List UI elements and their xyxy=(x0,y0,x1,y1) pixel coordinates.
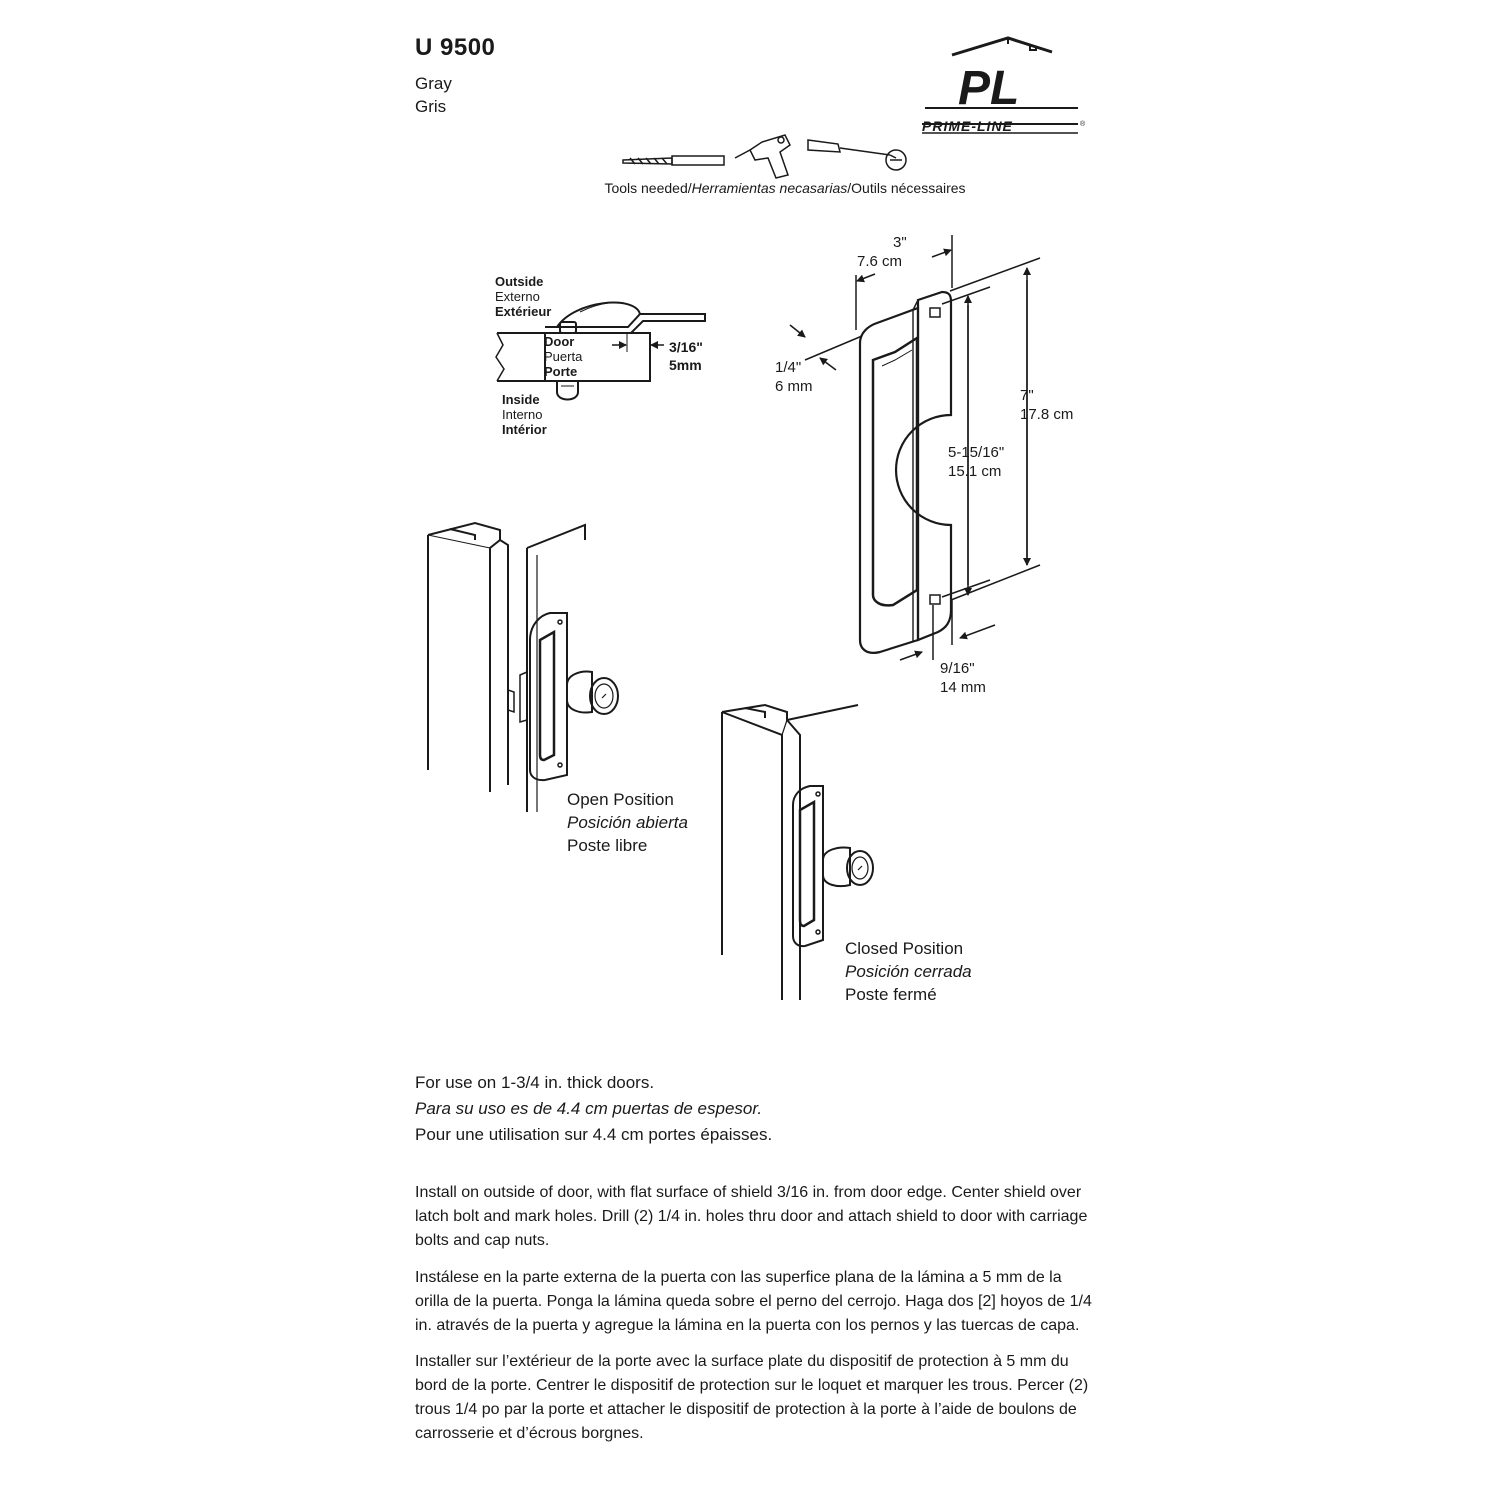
instructions-english: Install on outside of door, with flat surface of shield 3/16 in. from door edge. Center shield over latch bolt and mark holes. Drill (2) 1/4 in. holes thru door and attach shield to door with carriage bolts and cap nuts. xyxy=(415,1184,1088,1249)
tools-caption-fr: Outils nécessaires xyxy=(851,180,966,196)
power-drill-icon xyxy=(735,135,790,178)
width-dimension-in: 3" xyxy=(893,234,907,251)
color-french: Gris xyxy=(415,97,447,116)
latch-guard-drawing xyxy=(860,292,951,653)
outside-label: Outside Externo Extérieur xyxy=(495,274,552,319)
tools-separator: / xyxy=(687,180,692,196)
logo-wordmark: PRIME-LINE xyxy=(922,118,1013,134)
usage-note xyxy=(415,1070,772,1148)
door-label: Door Puerta Porte xyxy=(544,334,583,379)
registered-mark: ® xyxy=(1080,121,1086,128)
usage-french: Pour une utilisation sur 4.4 cm portes épaisses. xyxy=(415,1125,773,1144)
hole-offset-dimension: 9/16" 14 mm xyxy=(940,660,986,696)
closed-position-label: Closed Position Posición cerrada Poste fermé xyxy=(845,939,972,1004)
width-dimension-cm: 7.6 cm xyxy=(857,253,903,270)
tools-caption xyxy=(560,180,1010,196)
tools-caption-es: Herramientas necasarias xyxy=(691,180,848,196)
tools-separator: / xyxy=(847,180,852,196)
instructions-french: Installer sur l’extérieur de la porte avec la surface plate du dispositif de protection à 5 mm du bord de la porte. Centrer le dispositif de protection sur le loquet et marquer les trous. Percer (2) trous 1/4 po par la porte et attacher le dispositif de protection à la porte à l’aide de boulons de carrosserie et d’écrous borgnes. xyxy=(415,1353,1089,1442)
flange-dimension: 1/4" 6 mm xyxy=(775,359,813,395)
open-position-label: Open Position Posición abierta Poste libre xyxy=(567,790,688,855)
height-dimension: 7" 17.8 cm xyxy=(1020,387,1074,423)
model-number: U 9500 xyxy=(415,34,496,61)
inside-label: Inside Interno Intérior xyxy=(502,392,547,437)
offset-dimension: 3/16" 5mm xyxy=(669,339,703,373)
open-position-drawing xyxy=(428,523,618,812)
usage-spanish: Para su uso es de 4.4 cm puertas de espesor. xyxy=(415,1099,763,1118)
hole-spacing-dimension: 5-15/16" 15.1 cm xyxy=(948,444,1005,480)
drill-bit-icon xyxy=(623,156,724,165)
usage-english: For use on 1-3/4 in. thick doors. xyxy=(415,1073,655,1092)
screwdriver-icon xyxy=(808,140,906,170)
instructions-spanish: Instálese en la parte externa de la puerta con las superfice plana de la lámina a 5 mm de la orilla de la puerta. Ponga la lámina queda sobre el perno del cerrojo. Haga dos [2] hoyos de 1/4 in. através de la puerta y agregue la lámina en la puerta con los pernos y las tuercas de capa. xyxy=(415,1269,1092,1334)
color-english: Gray xyxy=(415,74,452,93)
tools-caption-en: Tools needed xyxy=(604,180,688,196)
logo-initials: PL xyxy=(958,62,1020,115)
